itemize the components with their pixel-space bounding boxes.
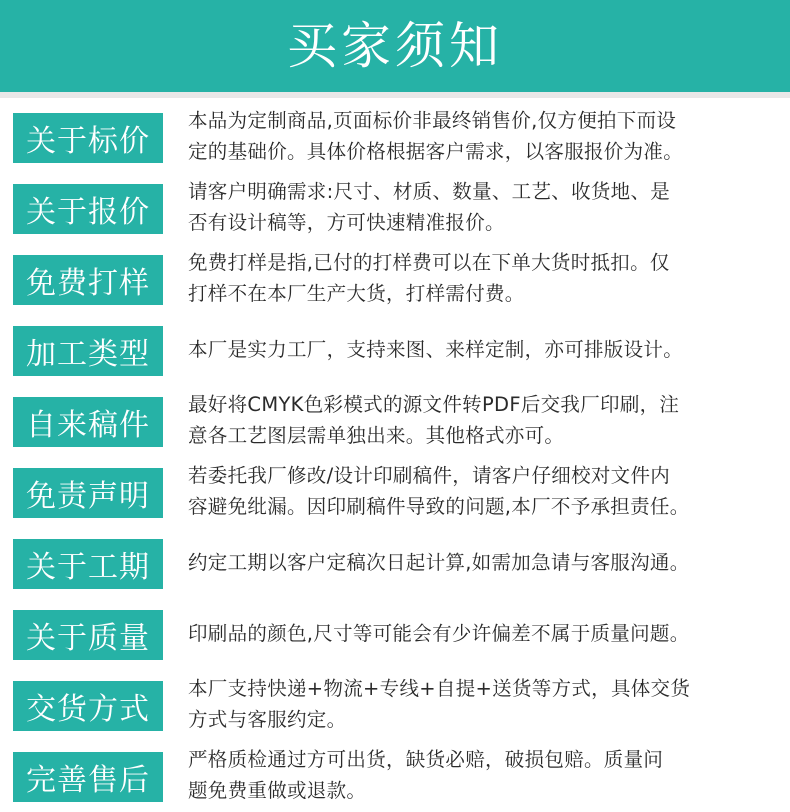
notice-label: 关于质量 xyxy=(13,610,163,660)
notice-list xyxy=(0,98,790,808)
notice-label: 免责声明 xyxy=(13,468,163,518)
header-banner xyxy=(0,0,790,92)
notice-item-free-sample xyxy=(0,240,790,311)
notice-text: 免费打样是指,已付的打样费可以在下单大货时抵扣。仅 打样不在本厂生产大货，打样需付费。 xyxy=(188,251,670,305)
notice-item-quote xyxy=(0,169,790,240)
notice-text: 本厂支持快递+物流+专线+自提+送货等方式，具体交货 方式与客服约定。 xyxy=(188,677,691,731)
notice-label: 完善售后 xyxy=(13,752,163,802)
notice-text: 最好将CMYK色彩模式的源文件转PDF后交我厂印刷，注 意各工艺图层需单独出来。其他格式亦可。 xyxy=(188,393,680,447)
notice-text: 若委托我厂修改/设计印刷稿件，请客户仔细校对文件内 容避免纰漏。因印刷稿件导致的问题,本厂不予承担责任。 xyxy=(188,464,690,518)
notice-item-lead-time xyxy=(0,524,790,595)
notice-text: 请客户明确需求:尺寸、材质、数量、工艺、收货地、是 否有设计稿等，方可快速精准报价。 xyxy=(188,180,671,234)
notice-label: 自来稿件 xyxy=(13,397,163,447)
notice-item-quality xyxy=(0,595,790,666)
notice-text: 本品为定制商品,页面标价非最终销售价,仅方便拍下而设 定的基础价。具体价格根据客户需求，以客服报价为准。 xyxy=(188,109,684,163)
notice-text: 约定工期以客户定稿次日起计算,如需加急请与客服沟通。 xyxy=(188,550,690,574)
notice-label: 加工类型 xyxy=(13,326,163,376)
notice-item-after-sales xyxy=(0,737,790,808)
notice-label: 交货方式 xyxy=(13,681,163,731)
notice-item-processing-type xyxy=(0,311,790,382)
notice-text: 本厂是实力工厂，支持来图、来样定制，亦可排版设计。 xyxy=(188,337,684,361)
notice-item-delivery xyxy=(0,666,790,737)
page-title: 买家须知 xyxy=(287,17,503,75)
notice-label: 关于标价 xyxy=(13,113,163,163)
notice-item-disclaimer xyxy=(0,453,790,524)
notice-text: 严格质检通过方可出货，缺货必赔，破损包赔。质量问 题免费重做或退款。 xyxy=(188,748,664,802)
notice-item-pricing xyxy=(0,98,790,169)
notice-item-own-artwork xyxy=(0,382,790,453)
notice-label: 关于工期 xyxy=(13,539,163,589)
notice-label: 关于报价 xyxy=(13,184,163,234)
notice-text: 印刷品的颜色,尺寸等可能会有少许偏差不属于质量问题。 xyxy=(188,621,690,645)
notice-label: 免费打样 xyxy=(13,255,163,305)
